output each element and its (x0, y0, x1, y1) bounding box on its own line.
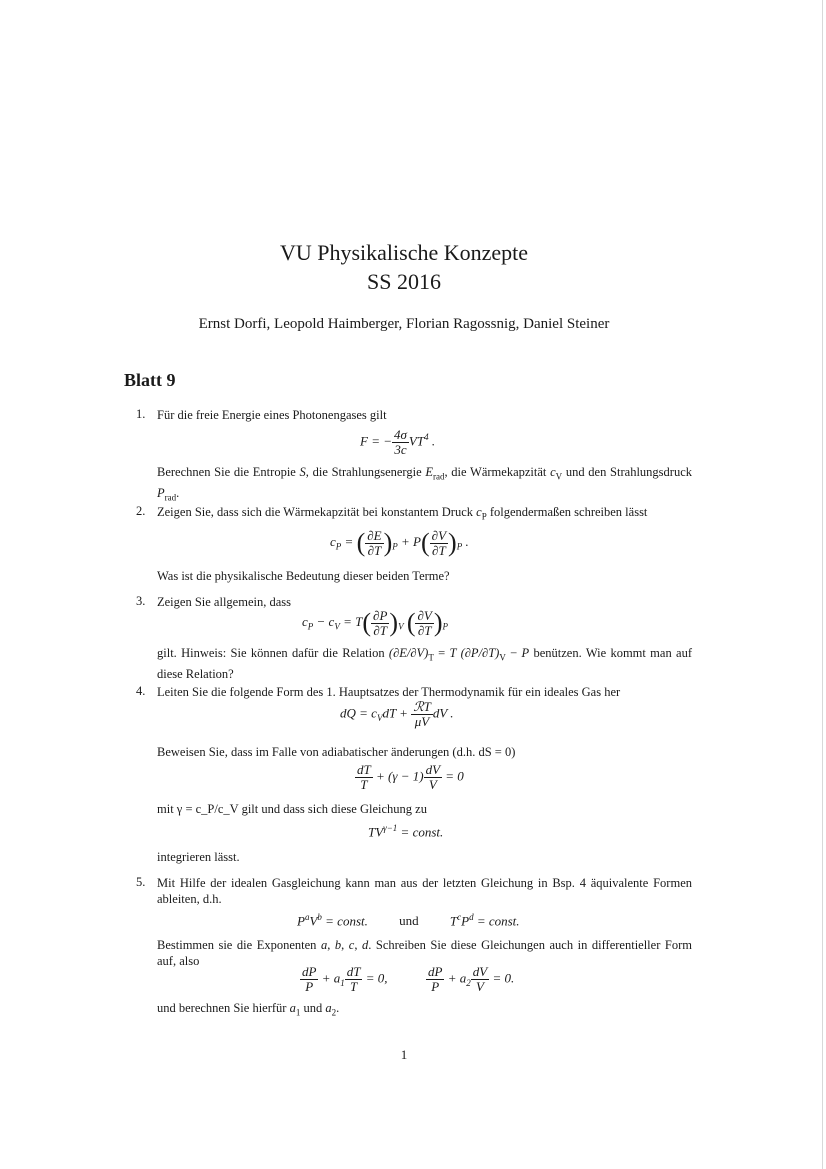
problem-3-text: gilt. Hinweis: Sie können dafür die Relation $(\partial E/\partial V)_T = T$ $(\partial P/\partial T)_V - P$ benützen. Wie kommt man auf diese Relation? (157, 646, 692, 681)
problem-2-equation: $c_P$ = ( $\frac{\partial E}{\partial T}$ )$_P + P$( $\frac{\partial V}{\partial T}$ )$_P$ . (330, 527, 469, 558)
problem-3-intro: Zeigen Sie allgemein, dass (157, 595, 291, 609)
problem-4-equation-3: $TV^{\gamma-1}$ = const. (368, 823, 444, 840)
authors-line: Ernst Dorfi, Leopold Haimberger, Florian Ragossnig, Daniel Steiner (198, 316, 610, 332)
problem-4-equation-2: $\frac{dT}{T}$ + (γ − 1) $\frac{dV}{V}$ = 0 (357, 762, 464, 792)
problem-4-number: 4. (136, 684, 146, 698)
problem-5-text-a: Bestimmen sie die Exponenten a, b, c, d. Schreiben Sie diese Gleichungen auch in differentieller Form auf, also (157, 938, 692, 968)
problem-3-hint-a: gilt. Hinweis: Sie können dafür die Relation (157, 646, 385, 660)
problem-4-text-a: Beweisen Sie, dass im Falle von adiabatischer änderungen (d.h. dS = 0) (157, 745, 516, 759)
problem-3-number: 3. (136, 594, 146, 608)
problem-2-intro: Zeigen Sie, dass sich die Wärmekapzität bei konstantem Druck $c_P$ folgendermaßen schreiben lässt (157, 505, 648, 522)
problem-4-equation-1: dQ = $c_VdT$ + $\frac{\text{ℛT}}{\mu V}$ dV . (340, 699, 454, 729)
problem-1-intro: Für die freie Energie eines Photonengases gilt (157, 408, 387, 422)
problem-5-equation-2: $\frac{dP}{P}$ + $a_1$ $\frac{dT}{T}$ = 0, $\frac{dP}{P}$ + $a_2$ $\frac{dV}{V}$ = 0. (302, 964, 515, 994)
problem-4-text-b: mit γ = c_P/c_V gilt und dass sich diese Gleichung zu (157, 802, 427, 816)
problem-5-intro: Mit Hilfe der idealen Gasgleichung kann man aus der letzten Gleichung in Bsp. 4 äquivalente Formen ableiten, d.h. (157, 876, 692, 906)
problem-4-text-c: integrieren lässt. (157, 850, 240, 864)
problem-1-number: 1. (136, 407, 146, 421)
sheet-title: Blatt 9 (124, 370, 176, 390)
page-number: 1 (400, 1047, 408, 1062)
problem-1-text: Berechnen Sie die Entropie S, die Strahlungsenergie $E_{rad}$, die Wärmekapzität $c_V$ und den Strahlungsdruck $P_{rad}$. (157, 465, 692, 502)
course-title: VU Physikalische Konzepte (279, 240, 529, 265)
problem-3-hint-b: benützen. Wie kommt man auf diese Relation? (157, 646, 692, 681)
problem-2-number: 2. (136, 504, 146, 518)
problem-5-equation-1: $P^aV^b$ = const. und $T^cP^d$ = const. (297, 912, 520, 929)
semester-title: SS 2016 (367, 269, 441, 294)
scan-edge-line (822, 0, 823, 1169)
problem-3-equation: $c_P - c_V = T$( $\frac{\partial P}{\partial T}$ )$_V$ ( $\frac{\partial V}{\partial T}$ )$_P$ (302, 607, 449, 638)
problem-2-text: Was ist die physikalische Bedeutung dieser beiden Terme? (157, 569, 450, 583)
problem-5-text-b: und berechnen Sie hierfür $a_1$ und $a_2$. (157, 1001, 340, 1018)
problem-5-number: 5. (136, 875, 146, 889)
problem-5-connector: und (399, 913, 419, 929)
problem-4-intro: Leiten Sie die folgende Form des 1. Hauptsatzes der Thermodynamik für ein ideales Gas her (157, 685, 621, 699)
problem-1-equation: F = − $\frac{4\sigma}{3c}$ $VT^4$ . (360, 427, 436, 457)
